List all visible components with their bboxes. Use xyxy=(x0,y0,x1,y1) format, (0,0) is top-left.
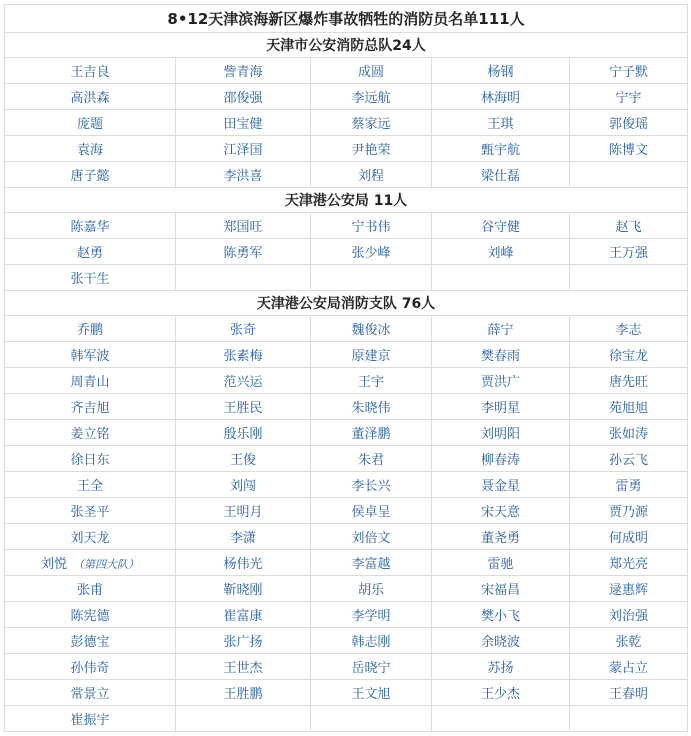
table-row xyxy=(5,446,688,472)
empty-cell xyxy=(432,265,570,291)
firefighter-name: 宁书伟 xyxy=(351,220,391,235)
name-cell xyxy=(311,576,432,602)
table-row xyxy=(5,576,688,602)
name-cell xyxy=(5,654,176,680)
name-cell xyxy=(5,162,176,188)
firefighter-name: 张奇 xyxy=(229,323,256,338)
firefighter-name: 李潇 xyxy=(229,531,256,546)
name-cell xyxy=(570,498,688,524)
firefighter-name: 刘倍文 xyxy=(351,531,391,546)
name-cell xyxy=(176,136,311,162)
firefighter-name: 尹艳荣 xyxy=(351,143,391,158)
firefighter-name: 魏俊冰 xyxy=(351,323,391,338)
name-cell xyxy=(432,628,570,654)
firefighter-name: 王文旭 xyxy=(351,687,391,702)
name-cell xyxy=(570,239,688,265)
name-cell xyxy=(311,524,432,550)
name-cell xyxy=(570,58,688,84)
firefighter-name: 樊小飞 xyxy=(480,609,520,624)
firefighter-name: 唐子懿 xyxy=(70,169,110,184)
firefighter-name: 朱晓伟 xyxy=(351,401,391,416)
firefighter-name: 李洪喜 xyxy=(223,169,263,184)
title-row xyxy=(5,5,688,33)
name-cell xyxy=(432,58,570,84)
table-row xyxy=(5,58,688,84)
table-row xyxy=(5,316,688,342)
section-heading-row xyxy=(5,188,688,213)
name-cell xyxy=(176,654,311,680)
firefighter-name: 孙伟奇 xyxy=(70,661,110,676)
firefighter-name: 王吉良 xyxy=(70,65,110,80)
name-cell xyxy=(311,394,432,420)
empty-cell xyxy=(570,162,688,188)
victim-list-table xyxy=(4,4,688,732)
firefighter-name: 韩志刚 xyxy=(351,635,391,650)
firefighter-name: 柳春涛 xyxy=(480,453,520,468)
firefighter-name: 姜立铭 xyxy=(70,427,110,442)
name-cell xyxy=(311,420,432,446)
name-cell xyxy=(5,84,176,110)
firefighter-name: 陈博文 xyxy=(609,143,649,158)
firefighter-name: 袁海 xyxy=(76,143,103,158)
section-heading-row xyxy=(5,291,688,316)
firefighter-name: 逯惠辉 xyxy=(609,583,649,598)
name-cell xyxy=(311,602,432,628)
name-cell xyxy=(311,110,432,136)
firefighter-name: 雷驰 xyxy=(487,557,514,572)
firefighter-name: 王胜鹏 xyxy=(223,687,263,702)
table-row xyxy=(5,110,688,136)
firefighter-name: 刘明阳 xyxy=(480,427,520,442)
firefighter-name: 李学明 xyxy=(351,609,391,624)
firefighter-name: 余晓波 xyxy=(480,635,520,650)
name-cell xyxy=(5,58,176,84)
name-cell xyxy=(176,84,311,110)
name-cell xyxy=(5,213,176,239)
firefighter-name: 贾乃源 xyxy=(609,505,649,520)
firefighter-name: 刘程 xyxy=(357,169,384,184)
firefighter-name: 郭俊瑶 xyxy=(609,117,649,132)
firefighter-name: 郑光亮 xyxy=(609,557,649,572)
firefighter-name: 张广扬 xyxy=(223,635,263,650)
table-row xyxy=(5,498,688,524)
firefighter-name: 宁子默 xyxy=(609,65,649,80)
firefighter-name: 蔡家远 xyxy=(351,117,391,132)
name-cell xyxy=(176,680,311,706)
name-cell xyxy=(176,58,311,84)
name-cell xyxy=(311,342,432,368)
name-cell xyxy=(176,628,311,654)
empty-cell xyxy=(311,265,432,291)
firefighter-name: 郑国旺 xyxy=(223,220,263,235)
name-cell xyxy=(432,550,570,576)
firefighter-name: 侯卓呈 xyxy=(351,505,391,520)
firefighter-name: 贾洪广 xyxy=(480,375,520,390)
name-cell xyxy=(570,342,688,368)
firefighter-name: 王全 xyxy=(76,479,103,494)
firefighter-name: 唐先旺 xyxy=(609,375,649,390)
name-cell xyxy=(311,136,432,162)
name-cell xyxy=(311,84,432,110)
name-cell xyxy=(432,342,570,368)
name-cell xyxy=(5,472,176,498)
name-cell xyxy=(176,550,311,576)
firefighter-name: 赵飞 xyxy=(615,220,642,235)
name-cell xyxy=(570,136,688,162)
firefighter-name: 李远航 xyxy=(351,91,391,106)
name-cell xyxy=(432,213,570,239)
firefighter-name: 杨伟光 xyxy=(223,557,263,572)
name-cell xyxy=(432,368,570,394)
section-heading: 天津市公安消防总队24人 xyxy=(5,33,688,58)
name-cell xyxy=(176,394,311,420)
name-cell xyxy=(432,316,570,342)
firefighter-name: 梁仕磊 xyxy=(480,169,520,184)
unit-note: （第四大队） xyxy=(73,558,139,571)
firefighter-name: 韩军波 xyxy=(70,349,110,364)
name-cell xyxy=(432,136,570,162)
name-cell xyxy=(432,446,570,472)
firefighter-name: 崔富康 xyxy=(223,609,263,624)
name-cell xyxy=(570,316,688,342)
name-cell xyxy=(432,110,570,136)
firefighter-name: 崔振宇 xyxy=(70,713,110,728)
firefighter-name: 田宝健 xyxy=(223,117,263,132)
name-cell xyxy=(311,550,432,576)
firefighter-name: 刘悦 xyxy=(40,557,67,572)
empty-cell xyxy=(432,706,570,732)
section-heading-row xyxy=(5,33,688,58)
firefighter-name: 刘闯 xyxy=(229,479,256,494)
firefighter-name: 董泽鹏 xyxy=(351,427,391,442)
name-cell xyxy=(311,239,432,265)
name-cell xyxy=(176,213,311,239)
firefighter-name: 王俊 xyxy=(229,453,256,468)
name-cell xyxy=(570,602,688,628)
firefighter-name: 徐宝龙 xyxy=(609,349,649,364)
table-row xyxy=(5,602,688,628)
name-cell xyxy=(570,368,688,394)
table-row xyxy=(5,136,688,162)
name-cell xyxy=(432,602,570,628)
name-cell xyxy=(570,472,688,498)
name-cell xyxy=(311,316,432,342)
firefighter-name: 樊春雨 xyxy=(480,349,520,364)
name-cell xyxy=(570,576,688,602)
name-cell xyxy=(176,316,311,342)
name-cell xyxy=(5,368,176,394)
name-cell xyxy=(176,368,311,394)
firefighter-name: 朱君 xyxy=(357,453,384,468)
firefighter-name: 赵勇 xyxy=(76,246,103,261)
firefighter-name: 甄宇航 xyxy=(480,143,520,158)
firefighter-name: 徐日东 xyxy=(70,453,110,468)
firefighter-name: 孙云飞 xyxy=(609,453,649,468)
name-cell xyxy=(176,576,311,602)
firefighter-name: 刘峰 xyxy=(487,246,514,261)
name-cell xyxy=(5,550,176,576)
name-cell xyxy=(5,576,176,602)
name-cell xyxy=(570,550,688,576)
firefighter-name: 李志 xyxy=(615,323,642,338)
table-row xyxy=(5,213,688,239)
firefighter-name: 张甫 xyxy=(76,583,103,598)
firefighter-name: 苑旭旭 xyxy=(609,401,649,416)
name-cell xyxy=(432,162,570,188)
name-cell xyxy=(5,342,176,368)
name-cell xyxy=(176,110,311,136)
table-row xyxy=(5,654,688,680)
table-row xyxy=(5,680,688,706)
firefighter-name: 薛宁 xyxy=(487,323,514,338)
name-cell xyxy=(176,602,311,628)
firefighter-name: 宋天意 xyxy=(480,505,520,520)
table-row xyxy=(5,368,688,394)
name-cell xyxy=(311,472,432,498)
name-cell xyxy=(176,498,311,524)
firefighter-name: 刘治强 xyxy=(609,609,649,624)
name-cell xyxy=(432,84,570,110)
empty-cell xyxy=(176,265,311,291)
firefighter-name: 庞题 xyxy=(76,117,103,132)
firefighter-name: 常景立 xyxy=(70,687,110,702)
name-cell xyxy=(176,524,311,550)
empty-cell xyxy=(176,706,311,732)
firefighter-name: 刘天龙 xyxy=(70,531,110,546)
name-cell xyxy=(311,498,432,524)
name-cell xyxy=(176,342,311,368)
name-cell xyxy=(5,680,176,706)
name-cell xyxy=(5,602,176,628)
firefighter-name: 张圣平 xyxy=(70,505,110,520)
firefighter-name: 齐吉旭 xyxy=(70,401,110,416)
name-cell xyxy=(432,576,570,602)
firefighter-name: 苏扬 xyxy=(487,661,514,676)
name-cell xyxy=(176,446,311,472)
firefighter-name: 李明星 xyxy=(480,401,520,416)
firefighter-name: 王春明 xyxy=(609,687,649,702)
empty-cell xyxy=(570,706,688,732)
name-cell xyxy=(5,420,176,446)
name-cell xyxy=(176,472,311,498)
name-cell xyxy=(432,680,570,706)
firefighter-name: 何成明 xyxy=(609,531,649,546)
empty-cell xyxy=(311,706,432,732)
firefighter-name: 成圆 xyxy=(357,65,384,80)
name-cell xyxy=(432,472,570,498)
firefighter-name: 原建京 xyxy=(351,349,391,364)
firefighter-name: 陈勇军 xyxy=(223,246,263,261)
firefighter-name: 杨钢 xyxy=(487,65,514,80)
firefighter-name: 范兴运 xyxy=(223,375,263,390)
name-cell xyxy=(176,239,311,265)
firefighter-name: 訾青海 xyxy=(223,65,263,80)
table-row xyxy=(5,524,688,550)
firefighter-name: 王世杰 xyxy=(223,661,263,676)
name-cell xyxy=(432,239,570,265)
table-row xyxy=(5,84,688,110)
name-cell xyxy=(311,446,432,472)
table-row xyxy=(5,472,688,498)
firefighter-name: 江泽国 xyxy=(223,143,263,158)
name-cell xyxy=(176,420,311,446)
firefighter-name: 乔鹏 xyxy=(76,323,103,338)
table-row xyxy=(5,628,688,654)
firefighter-name: 张素梅 xyxy=(223,349,263,364)
name-cell xyxy=(5,524,176,550)
page-title: 8•12天津滨海新区爆炸事故牺牲的消防员名单111人 xyxy=(5,5,688,33)
table-row xyxy=(5,420,688,446)
firefighter-name: 周青山 xyxy=(70,375,110,390)
table-row xyxy=(5,265,688,291)
table-row xyxy=(5,706,688,732)
name-cell xyxy=(5,628,176,654)
firefighter-name: 宁宇 xyxy=(615,91,642,106)
name-cell xyxy=(5,136,176,162)
firefighter-name: 董尧勇 xyxy=(480,531,520,546)
name-cell xyxy=(570,394,688,420)
name-cell xyxy=(311,213,432,239)
firefighter-name: 胡乐 xyxy=(357,583,384,598)
firefighter-name: 彭德宝 xyxy=(70,635,110,650)
name-cell xyxy=(432,654,570,680)
firefighter-name: 李富越 xyxy=(351,557,391,572)
firefighter-name: 王万强 xyxy=(609,246,649,261)
name-cell xyxy=(570,446,688,472)
firefighter-name: 邵俊强 xyxy=(223,91,263,106)
firefighter-name: 张干生 xyxy=(70,272,110,287)
firefighter-name: 张少峰 xyxy=(351,246,391,261)
name-cell xyxy=(5,394,176,420)
firefighter-name: 岳晓宁 xyxy=(351,661,391,676)
name-cell xyxy=(5,706,176,732)
table-row xyxy=(5,394,688,420)
name-cell xyxy=(311,162,432,188)
firefighter-name: 谷守健 xyxy=(480,220,520,235)
name-cell xyxy=(570,680,688,706)
victim-list-body xyxy=(5,5,688,732)
firefighter-name: 殷乐刚 xyxy=(223,427,263,442)
name-cell xyxy=(570,420,688,446)
name-cell xyxy=(570,213,688,239)
firefighter-name: 张如涛 xyxy=(609,427,649,442)
name-cell xyxy=(570,110,688,136)
firefighter-name: 雷勇 xyxy=(615,479,642,494)
section-heading: 天津港公安局 11人 xyxy=(5,188,688,213)
name-cell xyxy=(570,654,688,680)
name-cell xyxy=(311,58,432,84)
section-heading: 天津港公安局消防支队 76人 xyxy=(5,291,688,316)
name-cell xyxy=(570,84,688,110)
name-cell xyxy=(5,265,176,291)
empty-cell xyxy=(570,265,688,291)
firefighter-name: 李长兴 xyxy=(351,479,391,494)
name-cell xyxy=(432,394,570,420)
name-cell xyxy=(570,628,688,654)
name-cell xyxy=(432,498,570,524)
table-row xyxy=(5,239,688,265)
firefighter-name: 宋福昌 xyxy=(480,583,520,598)
firefighter-name: 靳晓刚 xyxy=(223,583,263,598)
table-row xyxy=(5,550,688,576)
firefighter-name: 林海明 xyxy=(480,91,520,106)
name-cell xyxy=(311,368,432,394)
name-cell xyxy=(5,239,176,265)
name-cell xyxy=(5,446,176,472)
name-cell xyxy=(570,524,688,550)
firefighter-name: 蒙占立 xyxy=(609,661,649,676)
firefighter-name: 陈嘉华 xyxy=(70,220,110,235)
name-cell xyxy=(5,110,176,136)
firefighter-name: 王少杰 xyxy=(480,687,520,702)
firefighter-name: 高洪森 xyxy=(70,91,110,106)
firefighter-name: 王胜民 xyxy=(223,401,263,416)
table-row xyxy=(5,162,688,188)
table-row xyxy=(5,342,688,368)
firefighter-name: 王明月 xyxy=(223,505,263,520)
firefighter-name: 王琪 xyxy=(487,117,514,132)
name-cell xyxy=(311,628,432,654)
name-cell xyxy=(5,316,176,342)
firefighter-name: 张乾 xyxy=(615,635,642,650)
firefighter-name: 陈宪德 xyxy=(70,609,110,624)
firefighter-name: 王宇 xyxy=(357,375,384,390)
name-cell xyxy=(311,680,432,706)
name-cell xyxy=(311,654,432,680)
firefighter-name: 聂金星 xyxy=(480,479,520,494)
name-cell xyxy=(176,162,311,188)
name-cell xyxy=(5,498,176,524)
name-cell xyxy=(432,420,570,446)
name-cell xyxy=(432,524,570,550)
